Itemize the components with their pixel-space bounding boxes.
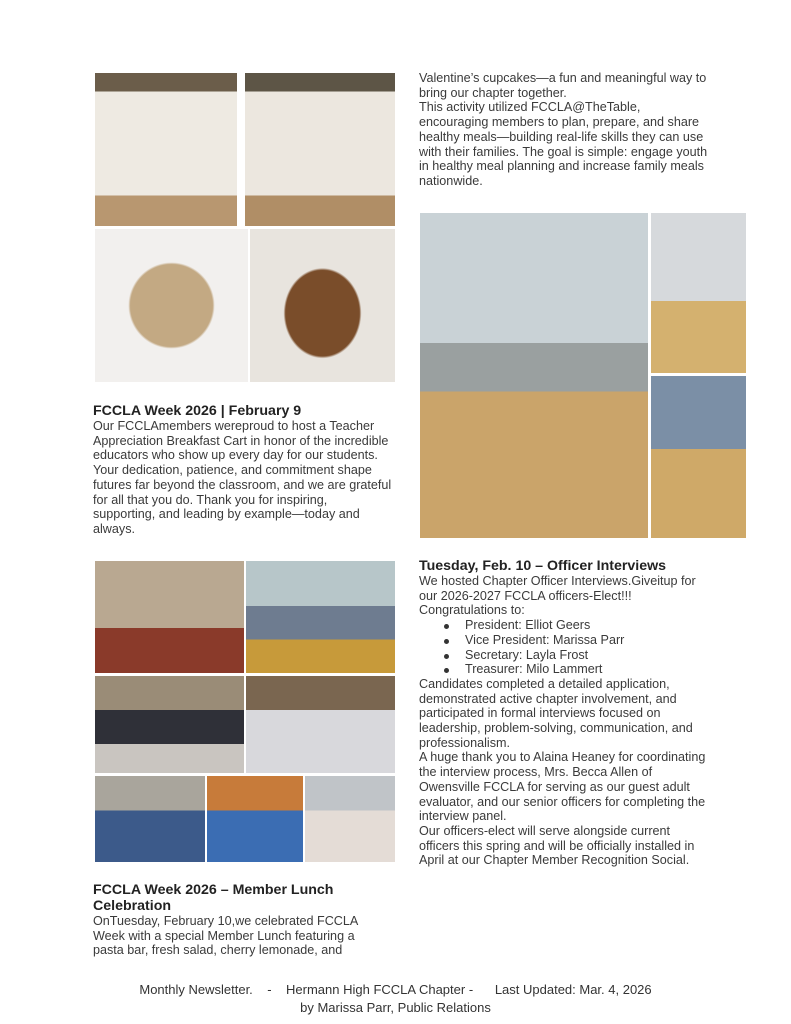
interviews-paragraph-2: A huge thank you to Alaina Heaney for coordinating the interview process, Mrs. Becca Allen of Owensville FCCLA for serving as our guest adult evaluator, and our senior officers for completing the interview panel. bbox=[419, 750, 706, 824]
officer-item: Secretary: Layla Frost bbox=[465, 648, 709, 663]
lunch-photo-7 bbox=[305, 776, 395, 862]
officer-list bbox=[419, 618, 709, 677]
cake-box-photo-1 bbox=[95, 73, 237, 226]
interviews-heading: Tuesday, Feb. 10 – Officer Interviews bbox=[419, 558, 667, 574]
cake-photo-2 bbox=[250, 229, 395, 382]
officer-item: President: Elliot Geers bbox=[465, 618, 709, 633]
interviews-intro: We hosted Chapter Officer Interviews.Giveitup for our 2026-2027 FCCLA officers-Elect!!! bbox=[419, 574, 696, 603]
officer-item: Treasurer: Milo Lammert bbox=[465, 662, 709, 677]
lunch-photo-4 bbox=[246, 676, 395, 773]
lunch-heading: FCCLA Week 2026 – Member Lunch Celebration bbox=[93, 882, 334, 914]
table-text: This activity utilized FCCLA@TheTable, encouraging members to plan, prepare, and share healthy meals—building real-life skills they can use with their families. The goal is simple: engage youth in healthy meal planning and increase family meals nationwide. bbox=[419, 100, 708, 188]
congrats-text: Congratulations to: bbox=[419, 603, 525, 618]
interviews-paragraph-1: Candidates completed a detailed application, demonstrated active chapter involvement, and participated in formal interviews focused on leadership, problem-solving, communication, and professionalism. bbox=[419, 676, 693, 750]
breakfast-classroom-photo bbox=[420, 213, 648, 538]
week-body: Our FCCLAmembers wereproud to host a Teacher Appreciation Breakfast Cart in honor of the incredible educators who show up every day for our students. Your dedication, patience, and commitment shape futures far beyond the classroom, and we are grateful for all that you do. Thank you for inspiring, supporting, and leading by example—today and always. bbox=[93, 419, 392, 536]
lunch-photo-5 bbox=[95, 776, 205, 862]
lunch-photo-1 bbox=[95, 561, 244, 673]
cake-photo-1 bbox=[95, 229, 248, 382]
lunch-photo-3 bbox=[95, 676, 244, 773]
footer-line-2: by Marissa Parr, Public Relations bbox=[300, 1000, 491, 1015]
cake-box-photo-2 bbox=[245, 73, 395, 226]
lunch-photo-6 bbox=[207, 776, 303, 862]
footer-line-1: Monthly Newsletter. - Hermann High FCCLA Chapter - Last Updated: Mar. 4, 2026 bbox=[139, 982, 652, 997]
breakfast-photo-2 bbox=[651, 213, 746, 373]
interviews-paragraph-3: Our officers-elect will serve alongside current officers this spring and will be officially installed in April at our Chapter Member Recognition Social. bbox=[419, 823, 695, 868]
lunch-body: OnTuesday, February 10,we celebrated FCCLA Week with a special Member Lunch featuring a pasta bar, fresh salad, cherry lemonade, and bbox=[93, 914, 358, 958]
breakfast-photo-3 bbox=[651, 376, 746, 538]
officer-item: Vice President: Marissa Parr bbox=[465, 633, 709, 648]
week-heading: FCCLA Week 2026 | February 9 bbox=[93, 403, 302, 419]
valentine-text: Valentine’s cupcakes—a fun and meaningful way to bring our chapter together. bbox=[419, 71, 707, 100]
lunch-photo-2 bbox=[246, 561, 395, 673]
